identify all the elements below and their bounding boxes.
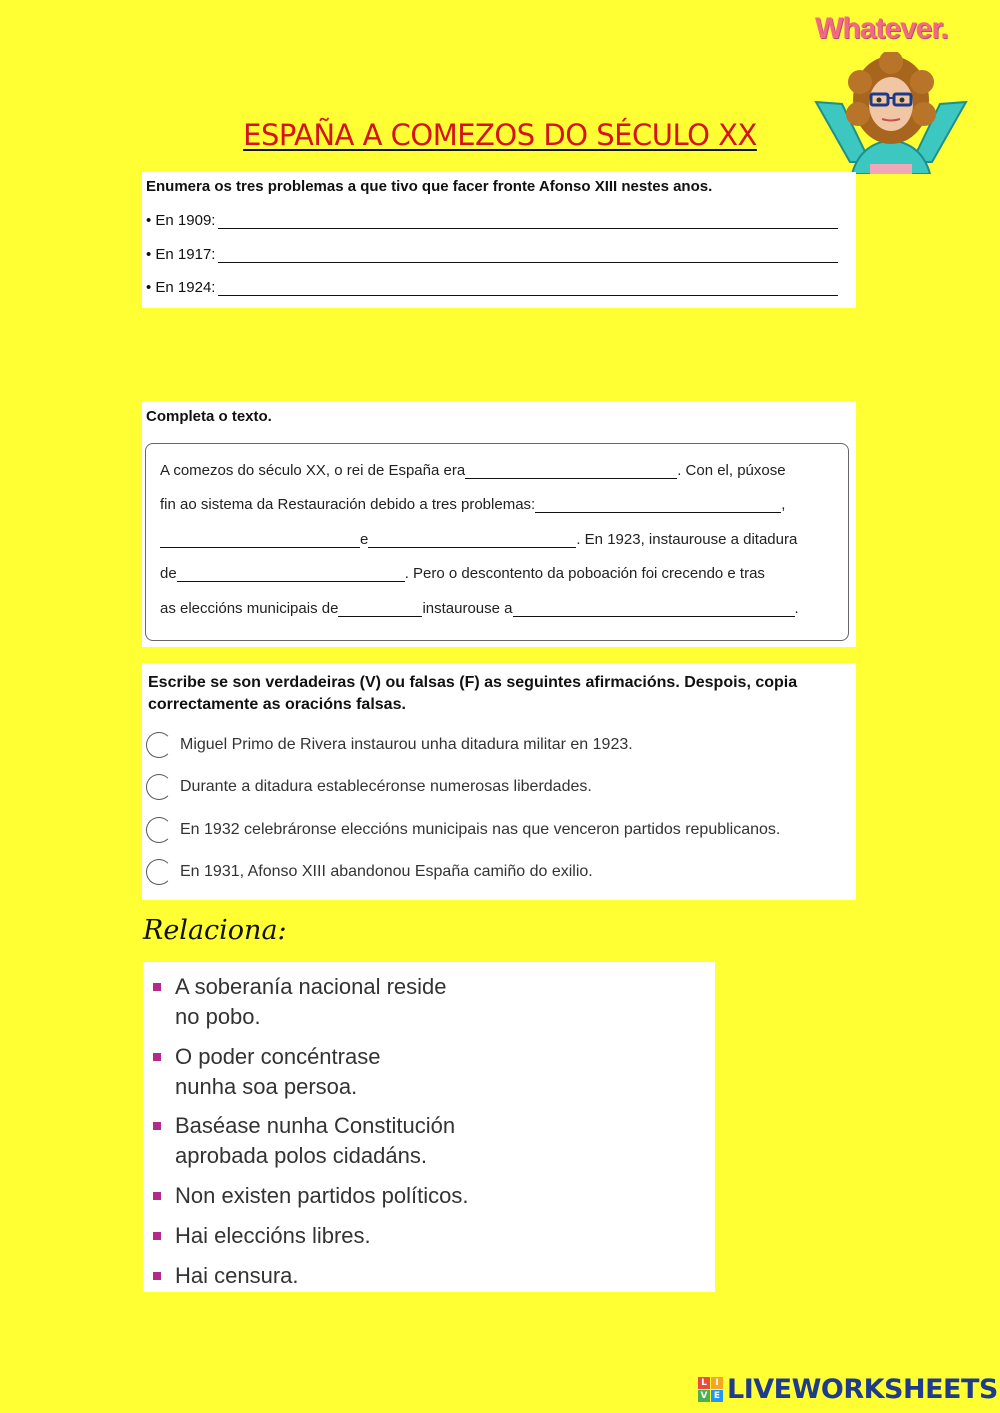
bullet-icon [153,1122,161,1130]
tf-item [146,774,592,800]
list-item [153,972,447,1032]
text-segment: instaurouse a [422,600,513,617]
king-input[interactable] [465,464,677,479]
tf-statement: En 1932 celebráronse eleccións municipais nas que venceron partidos republicanos. [180,821,781,838]
item-text: O poder concéntrase [175,1044,381,1069]
bullet-icon [153,1272,161,1280]
text-segment: A comezos do século XX, o rei de España era [160,462,466,479]
list-item [153,1261,299,1291]
dictator-input[interactable] [177,567,405,582]
text-box [145,443,849,641]
liveworksheets-text: LIVEWORKSHEETS [727,1374,998,1405]
line-1917 [146,246,838,263]
item-text: nunha soa persoa. [175,1074,358,1099]
answer-circle-input[interactable] [146,732,172,758]
text-segment: . Pero o descontento da poboación foi crecendo e tras [404,565,765,582]
bullet-icon [153,1053,161,1061]
line-1909 [146,212,838,229]
item-text: no pobo. [175,1004,261,1029]
text-line-4 [160,565,765,582]
true-false-panel [142,663,856,900]
problem-1-input[interactable] [535,498,781,513]
tf-item [146,859,593,885]
true-false-instruction: Escribe se son verdadeiras (V) ou falsas (F) as seguintes afirmacións. Despois, copia correctamente as oracións falsas. [148,674,798,713]
tf-item [146,732,633,758]
bullet-icon [153,1192,161,1200]
regime-input[interactable] [513,602,795,617]
logo-letter: I [711,1377,723,1389]
answer-circle-input[interactable] [146,817,172,843]
relaciona-panel [143,962,715,1292]
relaciona-heading: Relaciona: [143,915,287,946]
item-text: Hai eleccións libres. [175,1223,371,1248]
logo-letter: V [698,1390,710,1402]
complete-text-instruction: Completa o texto. [146,408,272,425]
item-text: Baséase nunha Constitución [175,1113,456,1138]
item-text: A soberanía nacional reside [175,974,447,999]
list-item [153,1042,380,1102]
item-text: aprobada polos cidadáns. [175,1143,427,1168]
text-segment: . Con el, púxose [677,462,786,479]
tf-item [146,817,780,843]
item-text: Non existen partidos políticos. [175,1183,469,1208]
answer-1924-input[interactable] [218,281,838,296]
problem-3-input[interactable] [368,533,576,548]
text-segment: e [360,531,369,548]
tf-statement: En 1931, Afonso XIII abandonou España camiño do exilio. [180,863,593,880]
answer-circle-input[interactable] [146,774,172,800]
answer-1917-input[interactable] [218,248,838,263]
text-segment: . [794,600,799,617]
text-line-1 [160,462,786,479]
complete-text-panel [142,401,856,647]
text-line-3 [160,531,797,548]
text-segment: de [160,565,177,582]
label-1909: • En 1909: [146,212,216,229]
whatever-logo: Whatever. [815,12,948,45]
avatar [812,52,970,174]
tf-statement: Miguel Primo de Rivera instaurou unha ditadura militar en 1923. [180,736,633,753]
list-item [153,1111,455,1171]
label-1917: • En 1917: [146,246,216,263]
line-1924 [146,279,838,296]
list-item [153,1181,469,1211]
item-text: Hai censura. [175,1263,299,1288]
problems-panel [142,172,856,308]
liveworksheets-logo [698,1374,998,1405]
list-item [153,1221,371,1251]
logo-letter: L [698,1377,710,1389]
text-line-5 [160,600,799,617]
liveworksheets-icon [698,1377,723,1402]
bullet-icon [153,983,161,991]
text-segment: as eleccións municipais de [160,600,339,617]
logo-letter: E [711,1390,723,1402]
label-1924: • En 1924: [146,279,216,296]
tf-statement: Durante a ditadura establecéronse numerosas liberdades. [180,778,592,795]
text-segment: , [781,496,786,513]
answer-1909-input[interactable] [218,214,838,229]
text-segment: . En 1923, instaurouse a ditadura [576,531,798,548]
problem-2-input[interactable] [160,533,360,548]
answer-circle-input[interactable] [146,859,172,885]
page-title: ESPAÑA A COMEZOS DO SÉCULO XX [243,118,757,152]
text-line-2 [160,496,785,513]
election-year-input[interactable] [338,602,422,617]
bullet-icon [153,1232,161,1240]
problems-instruction: Enumera os tres problemas a que tivo que facer fronte Afonso XIII nestes anos. [146,178,713,195]
text-segment: fin ao sistema da Restauración debido a tres problemas: [160,496,536,513]
